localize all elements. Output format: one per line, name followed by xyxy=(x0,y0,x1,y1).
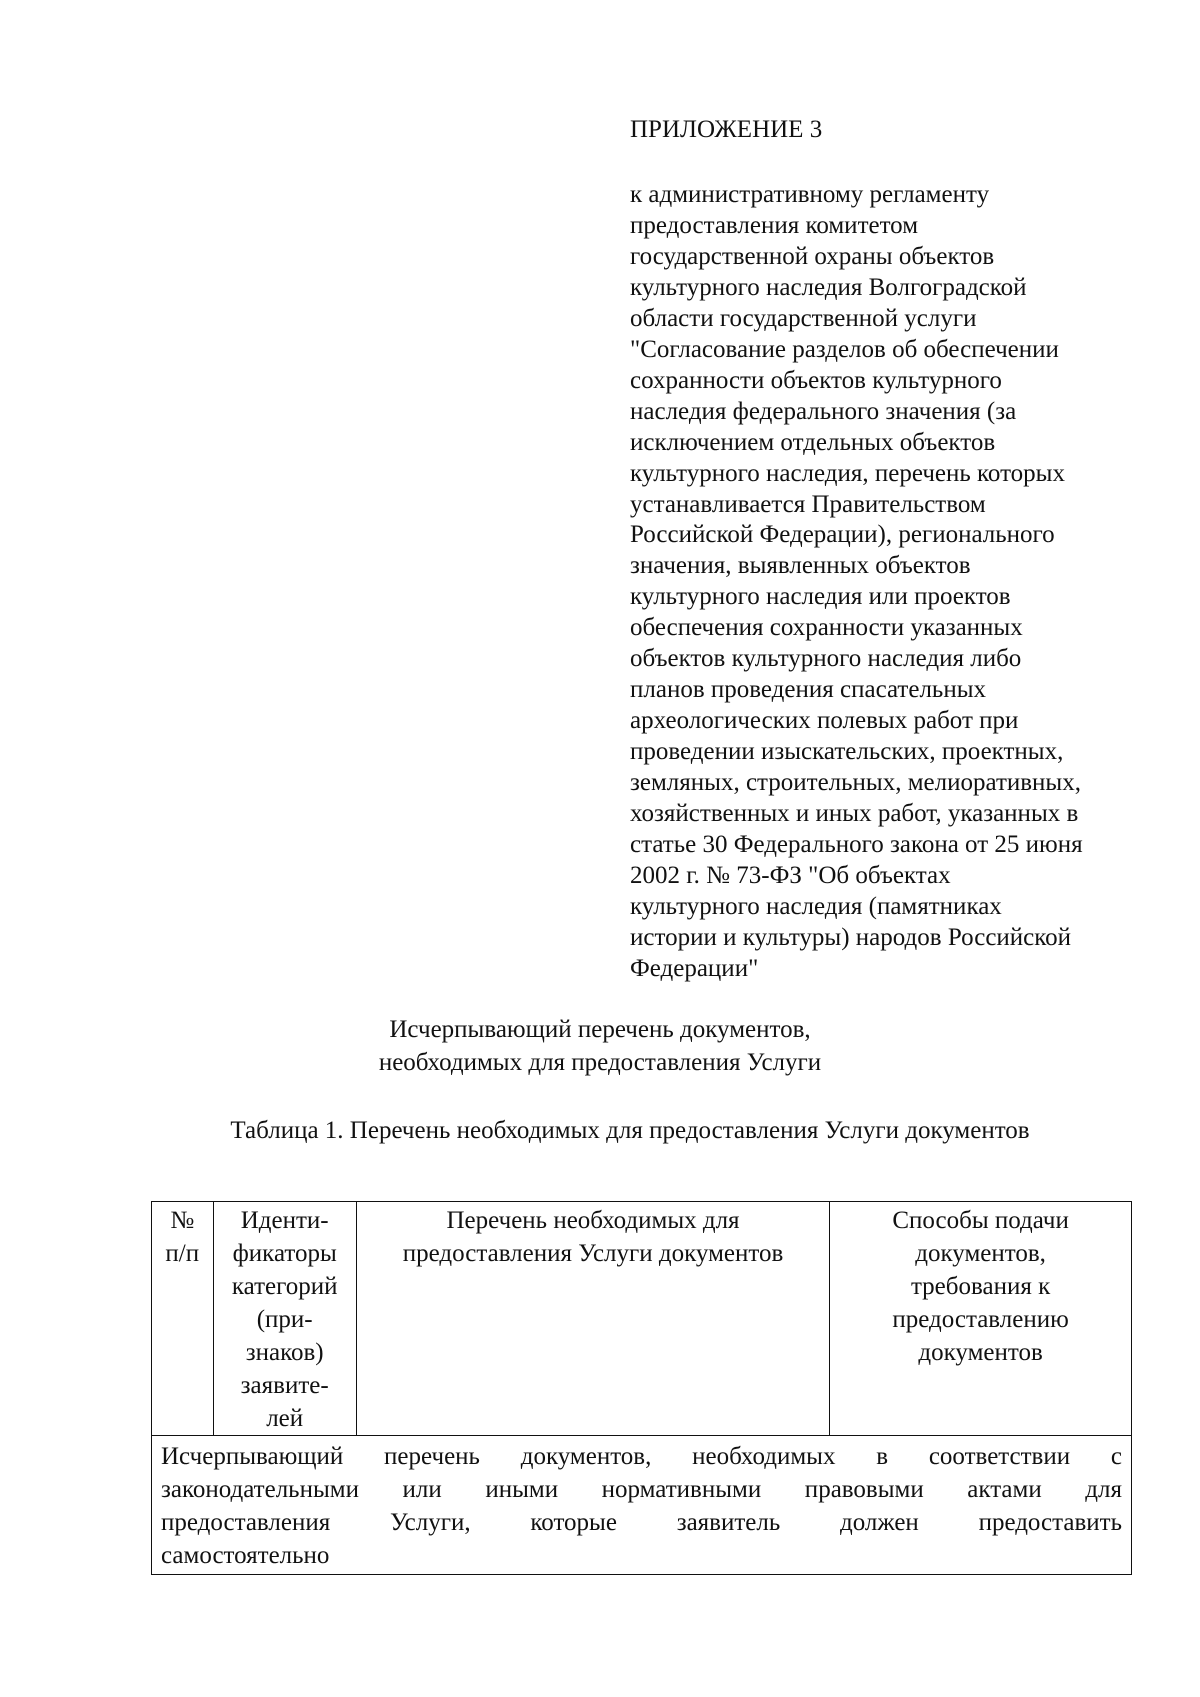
appendix-line: культурного наследия (памятниках xyxy=(630,892,1002,920)
appendix-reference xyxy=(630,180,1150,985)
appendix-line: Федерации" xyxy=(630,954,759,982)
header-text: Иденти- xyxy=(240,1207,329,1234)
header-text: Способы подачи xyxy=(892,1207,1069,1234)
appendix-line: наследия федерального значения (за xyxy=(630,397,1017,425)
appendix-title: ПРИЛОЖЕНИЕ 3 xyxy=(630,116,823,143)
table-header-row xyxy=(152,1202,1132,1436)
section-cell xyxy=(152,1436,1132,1575)
appendix-line: объектов культурного наследия либо xyxy=(630,645,1022,673)
section-line: предоставления Услуги, которые заявитель должен предоставить xyxy=(161,1509,1122,1536)
header-text: № xyxy=(170,1207,195,1234)
header-cell-submission-methods xyxy=(830,1202,1132,1436)
documents-table xyxy=(151,1201,1132,1575)
header-text: заявите- xyxy=(240,1372,329,1399)
appendix-line: сохранности объектов культурного xyxy=(630,366,1002,394)
table-section-row xyxy=(152,1436,1132,1575)
appendix-line: Российской Федерации), регионального xyxy=(630,521,1055,549)
header-text: документов xyxy=(918,1339,1043,1366)
heading-line: необходимых для предоставления Услуги xyxy=(378,1049,822,1076)
appendix-line: предоставления комитетом xyxy=(630,211,919,239)
appendix-line: 2002 г. № 73-ФЗ "Об объектах xyxy=(630,861,951,889)
header-text: Перечень необходимых для xyxy=(446,1207,740,1234)
header-text: документов, xyxy=(915,1240,1046,1267)
header-text: п/п xyxy=(165,1240,200,1267)
appendix-line: статье 30 Федерального закона от 25 июня xyxy=(630,831,1083,859)
appendix-line: "Согласование разделов об обеспечении xyxy=(630,335,1059,363)
appendix-line: к административному регламенту xyxy=(630,181,990,208)
header-text: знаков) xyxy=(245,1339,324,1366)
header-cell-identifiers xyxy=(213,1202,356,1436)
appendix-line: исключением отдельных объектов xyxy=(630,428,996,456)
header-text: фикаторы xyxy=(232,1240,337,1267)
header-text: лей xyxy=(266,1405,304,1432)
document-heading xyxy=(0,1013,1200,1079)
appendix-line: проведении изыскательских, проектных, xyxy=(630,738,1064,766)
section-line: самостоятельно xyxy=(161,1542,330,1569)
header-cell-number xyxy=(152,1202,214,1436)
appendix-line: земляных, строительных, мелиоративных, xyxy=(630,769,1081,797)
section-line: Исчерпывающий перечень документов, необходимых в соответствии с xyxy=(161,1443,1122,1470)
header-text: требования к xyxy=(910,1273,1051,1300)
appendix-line: культурного наследия, перечень которых xyxy=(630,459,1065,487)
header-text: предоставлению xyxy=(892,1306,1069,1333)
appendix-line: культурного наследия или проектов xyxy=(630,583,1011,611)
appendix-line: археологических полевых работ при xyxy=(630,707,1019,735)
section-line: законодательными или иными нормативными правовыми актами для xyxy=(161,1476,1122,1503)
appendix-line: государственной охраны объектов xyxy=(630,242,995,270)
heading-line: Исчерпывающий перечень документов, xyxy=(389,1016,811,1043)
appendix-line: хозяйственных и иных работ, указанных в xyxy=(630,800,1079,828)
appendix-line: устанавливается Правительством xyxy=(630,490,986,518)
header-text: категорий xyxy=(231,1273,338,1300)
appendix-line: области государственной услуги xyxy=(630,304,977,332)
header-text: предоставления Услуги документов xyxy=(402,1240,784,1267)
header-cell-documents-list xyxy=(356,1202,829,1436)
header-text: (при- xyxy=(256,1306,313,1333)
appendix-line: культурного наследия Волгоградской xyxy=(630,273,1027,301)
appendix-line: истории и культуры) народов Российской xyxy=(630,923,1072,951)
appendix-line: значения, выявленных объектов xyxy=(630,552,971,580)
appendix-line: планов проведения спасательных xyxy=(630,676,987,704)
table-caption: Таблица 1. Перечень необходимых для предоставления Услуги документов xyxy=(230,1117,1030,1144)
appendix-line: обеспечения сохранности указанных xyxy=(630,614,1023,642)
